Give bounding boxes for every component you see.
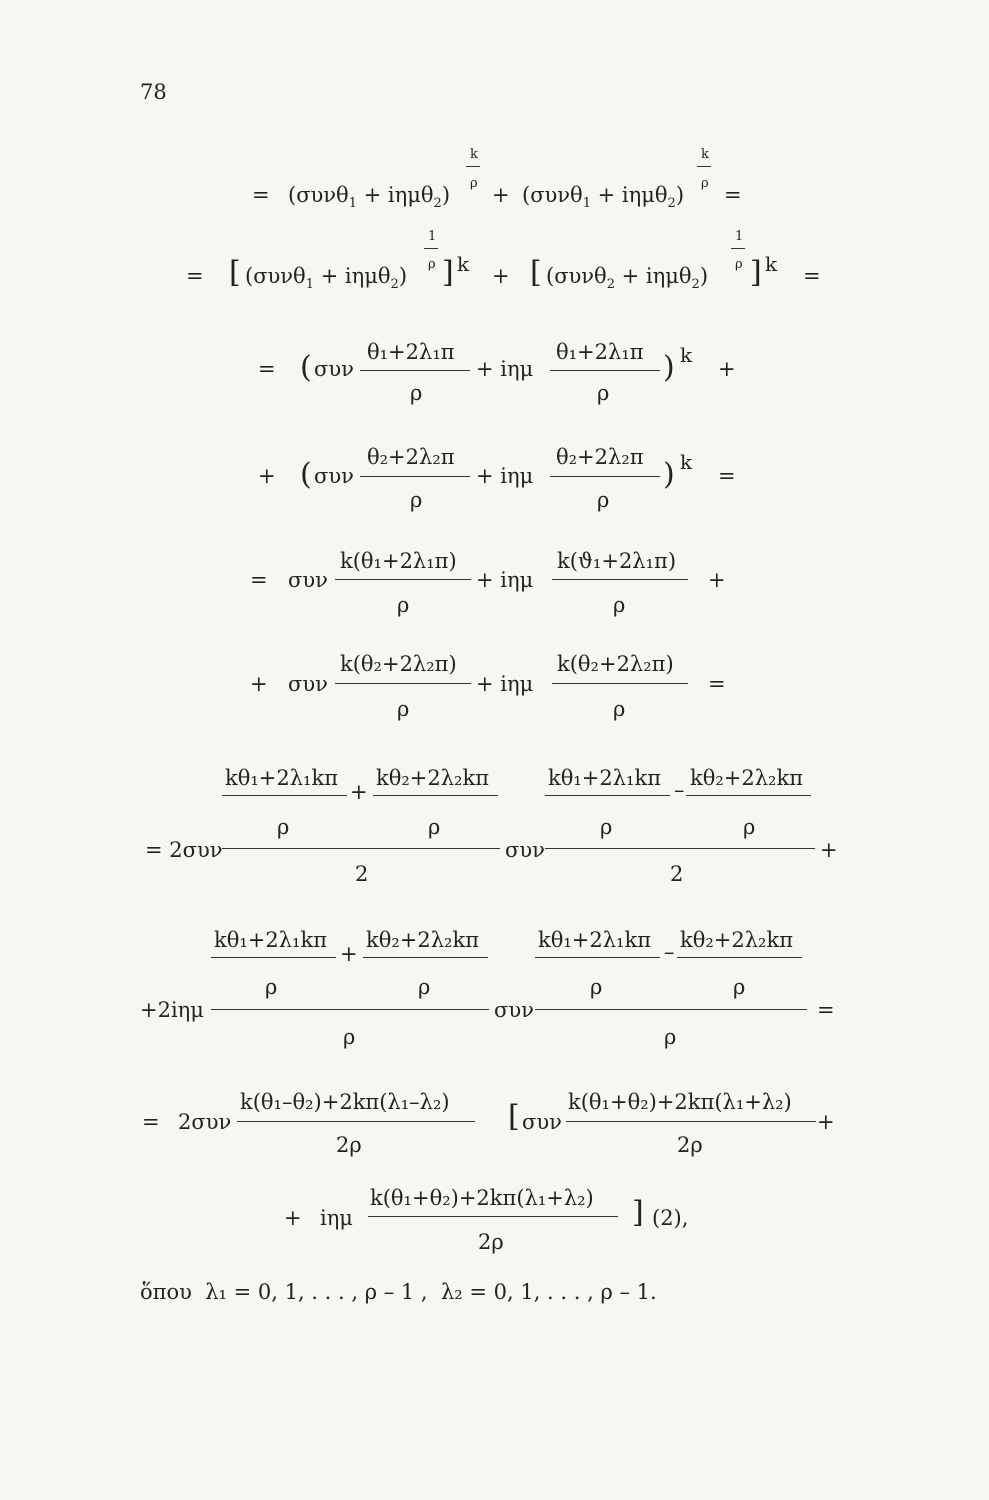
numerator: θ₁+2λ₁π [556, 340, 644, 364]
equals-sign: = [142, 1110, 160, 1134]
equation-tag: (2), [652, 1206, 689, 1230]
denominator: ρ [664, 1025, 677, 1049]
paren: ( [300, 457, 312, 492]
function-name: iημ [320, 1206, 353, 1230]
plus-sign: + [284, 1206, 302, 1230]
bracket: [ [508, 1099, 520, 1134]
equals-sign: = [817, 998, 835, 1022]
denominator: ρ [265, 975, 278, 999]
numerator: kθ₂+2λ₂kπ [680, 928, 793, 952]
plus-sign: + [708, 568, 726, 592]
exponent-numerator: 1 [428, 229, 437, 244]
numerator: k(θ₂+2λ₂π) [340, 652, 457, 676]
paren: ( [300, 350, 312, 385]
lead: +2iημ [140, 998, 204, 1022]
exponent-denominator: ρ [735, 257, 743, 272]
term: (συνθ$_1$ + iημθ$_2$) [522, 183, 685, 212]
function-name: 2συν [178, 1110, 232, 1134]
denominator: ρ [590, 975, 603, 999]
denominator: ρ [397, 697, 410, 721]
denominator: ρ [597, 381, 610, 405]
bracket: ] [632, 1195, 644, 1230]
paren: ) [663, 350, 675, 385]
denominator: ρ [613, 593, 626, 617]
equals-sign: = [186, 264, 204, 288]
denominator: ρ [418, 975, 431, 999]
lead: = 2συν [145, 838, 223, 862]
equals-sign: = [708, 672, 726, 696]
numerator: k(θ₁+θ₂)+2kπ(λ₁+λ₂) [568, 1090, 792, 1114]
function-name: συν [494, 998, 534, 1022]
plus-sign: + [492, 264, 510, 288]
plus-sign: + [340, 942, 358, 966]
denominator: ρ [743, 815, 756, 839]
plus-sign: + iημ [476, 568, 534, 592]
denominator: ρ [428, 815, 441, 839]
plus-sign: + [492, 183, 510, 207]
numerator: k(θ₁–θ₂)+2kπ(λ₁–λ₂) [240, 1090, 450, 1114]
numerator: kθ₁+2λ₁kπ [548, 766, 661, 790]
plus-sign: + iημ [476, 672, 534, 696]
denominator: 2ρ [336, 1133, 362, 1157]
denominator: 2 [355, 862, 369, 886]
denominator: ρ [733, 975, 746, 999]
bracket: ] [442, 255, 454, 290]
exponent-numerator: k [701, 147, 709, 162]
plus-sign: + iημ [476, 357, 534, 381]
plus-sign: + [718, 357, 736, 381]
numerator: k(θ₂+2λ₂π) [557, 652, 674, 676]
function-name: συν [288, 568, 328, 592]
term: (συνθ$_2$ + iημθ$_2$) [546, 264, 709, 293]
numerator: kθ₂+2λ₂kπ [366, 928, 479, 952]
denominator: ρ [600, 815, 613, 839]
exponent-denominator: ρ [470, 176, 478, 191]
equals-sign: = [724, 183, 742, 207]
numerator: kθ₂+2λ₂kπ [690, 766, 803, 790]
exponent: k [765, 252, 778, 276]
term: (συνθ$_1$ + iημθ$_2$) [288, 183, 451, 212]
term: (συνθ$_1$ + iημθ$_2$) [245, 264, 408, 293]
function-name: συν [314, 464, 354, 488]
plus-sign: + [350, 780, 368, 804]
plus-sign: + [250, 672, 268, 696]
exponent-denominator: ρ [428, 257, 436, 272]
exponent: k [457, 252, 470, 276]
function-name: συν [288, 672, 328, 696]
exponent: k [680, 450, 693, 474]
plus-sign: + [817, 1110, 835, 1134]
numerator: k(θ₁+2λ₁π) [340, 549, 457, 573]
numerator: k(ϑ₁+2λ₁π) [557, 549, 677, 573]
denominator: ρ [410, 488, 423, 512]
denominator: 2ρ [478, 1230, 504, 1254]
denominator: ρ [410, 381, 423, 405]
denominator: ρ [397, 593, 410, 617]
numerator: kθ₁+2λ₁kπ [225, 766, 338, 790]
exponent-denominator: ρ [701, 176, 709, 191]
numerator: kθ₁+2λ₁kπ [214, 928, 327, 952]
equals-sign: = [718, 464, 736, 488]
function-name: συν [505, 838, 545, 862]
numerator: kθ₂+2λ₂kπ [376, 766, 489, 790]
equals-sign: = [250, 568, 268, 592]
plus-sign: + iημ [476, 464, 534, 488]
numerator: θ₂+2λ₂π [367, 445, 455, 469]
plus-sign: + [820, 838, 838, 862]
bracket: ] [750, 255, 762, 290]
bracket: [ [530, 255, 542, 290]
minus-sign: – [674, 778, 685, 802]
footer-condition: ὅπου λ₁ = 0, 1, . . . , ρ – 1 , λ₂ = 0, 1, . . . , ρ – 1. [140, 1280, 657, 1304]
exponent-numerator: k [470, 147, 478, 162]
denominator: ρ [597, 488, 610, 512]
numerator: θ₂+2λ₂π [556, 445, 644, 469]
paren: ) [663, 457, 675, 492]
function-name: συν [314, 357, 354, 381]
equals-sign: = [252, 183, 270, 207]
function-name: συν [522, 1110, 562, 1134]
exponent-numerator: 1 [735, 229, 744, 244]
numerator: kθ₁+2λ₁kπ [538, 928, 651, 952]
equals-sign: = [258, 357, 276, 381]
denominator: 2 [670, 862, 684, 886]
bracket: [ [229, 255, 241, 290]
numerator: θ₁+2λ₁π [367, 340, 455, 364]
denominator: 2ρ [677, 1133, 703, 1157]
denominator: ρ [343, 1025, 356, 1049]
plus-sign: + [258, 464, 276, 488]
equals-sign: = [803, 264, 821, 288]
page-number: 78 [140, 80, 167, 104]
exponent: k [680, 343, 693, 367]
minus-sign: – [664, 940, 675, 964]
denominator: ρ [613, 697, 626, 721]
numerator: k(θ₁+θ₂)+2kπ(λ₁+λ₂) [370, 1186, 594, 1210]
denominator: ρ [277, 815, 290, 839]
